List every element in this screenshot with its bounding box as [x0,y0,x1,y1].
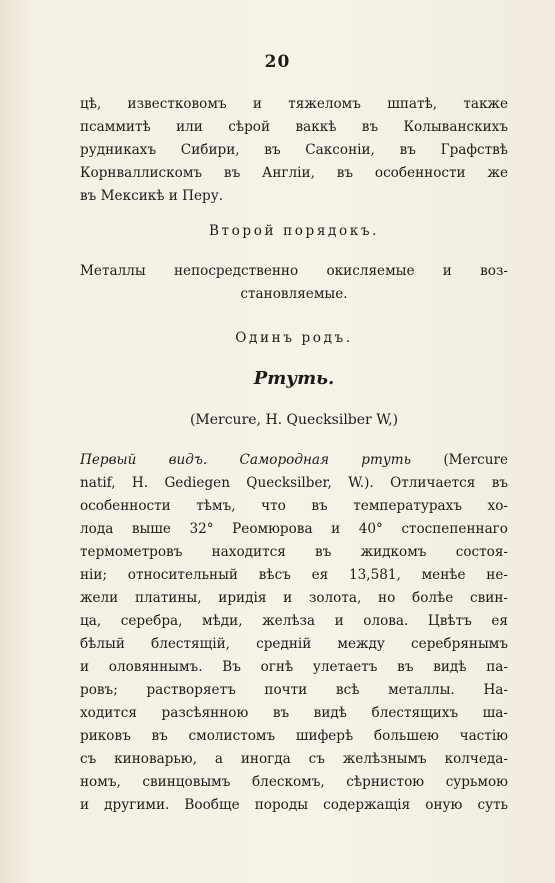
text-line: жели платины, иридія и золота, но болѣе свин- [80,590,508,606]
species-latin-start: (Mercure [443,452,508,468]
text-line: ца, серебра, мѣди, желѣза и олова. Цвѣтъ ея [80,613,508,629]
text-line: номъ, свинцовымъ блескомъ, сѣрнистою сурьмою [80,774,508,790]
text-line: становляемые. [240,286,348,302]
text-line: особенности тѣмъ, что въ температурахъ хо- [80,498,508,514]
text-line: Корнваллискомъ въ Англіи, въ особенности же [80,165,508,181]
text-line: риковъ въ смолистомъ шиферѣ большею частію [80,728,508,744]
intro-paragraph [80,93,508,208]
text-line: въ Мексикѣ и Перу. [80,188,224,204]
text-line: термометровъ находится въ жидкомъ состоя- [80,544,508,560]
genus-name: Ртуть. [253,368,335,389]
genus-heading-block [80,327,508,350]
text-line: и оловяннымъ. Въ огнѣ улетаетъ въ видѣ па- [80,659,508,675]
text-line: цѣ, известковомъ и тяжеломъ шпатѣ, также [80,96,508,112]
order-heading: Второй порядокъ. [208,223,380,239]
species-label: Первый видъ. [80,452,208,468]
metals-paragraph [80,260,508,306]
genus-heading: Одинъ родъ. [235,330,353,346]
text-line: Металлы непосредственно окисляемые и воз- [80,263,508,279]
species-first-line [80,449,508,472]
text-line: ровъ; растворяетъ почти всѣ металлы. На- [80,682,508,698]
text-line: псаммитѣ или сѣрой ваккѣ въ Колыванскихъ [80,119,508,135]
text-line: бѣлый блестящій, средній между серебрянымъ [80,636,508,652]
text-line: natif, H. Gediegen Quecksilber, W.). Отличается въ [80,475,508,491]
page-number: 20 [264,52,291,72]
species-name: Самородная ртуть [239,452,412,468]
order-heading-block [80,220,508,243]
text-line: съ киноварью, а иногда съ желѣзнымъ колчеда- [80,751,508,767]
species-paragraph [80,449,508,817]
text-line: и другими. Вообще породы содержащія оную суть [80,797,508,813]
text-line: ніи; относительный вѣсъ ея 13,581, менѣе не- [80,567,508,583]
genus-latin-names: (Mercure, H. Quecksilber W,) [189,412,399,428]
text-line: рудникахъ Сибири, въ Саксоніи, въ Графствѣ [80,142,508,158]
text-line: ходится разсѣянною въ видѣ блестящихъ ша- [80,705,508,721]
text-line: лода выше 32° Реомюрова и 40° стоспепеннаго [80,521,508,537]
